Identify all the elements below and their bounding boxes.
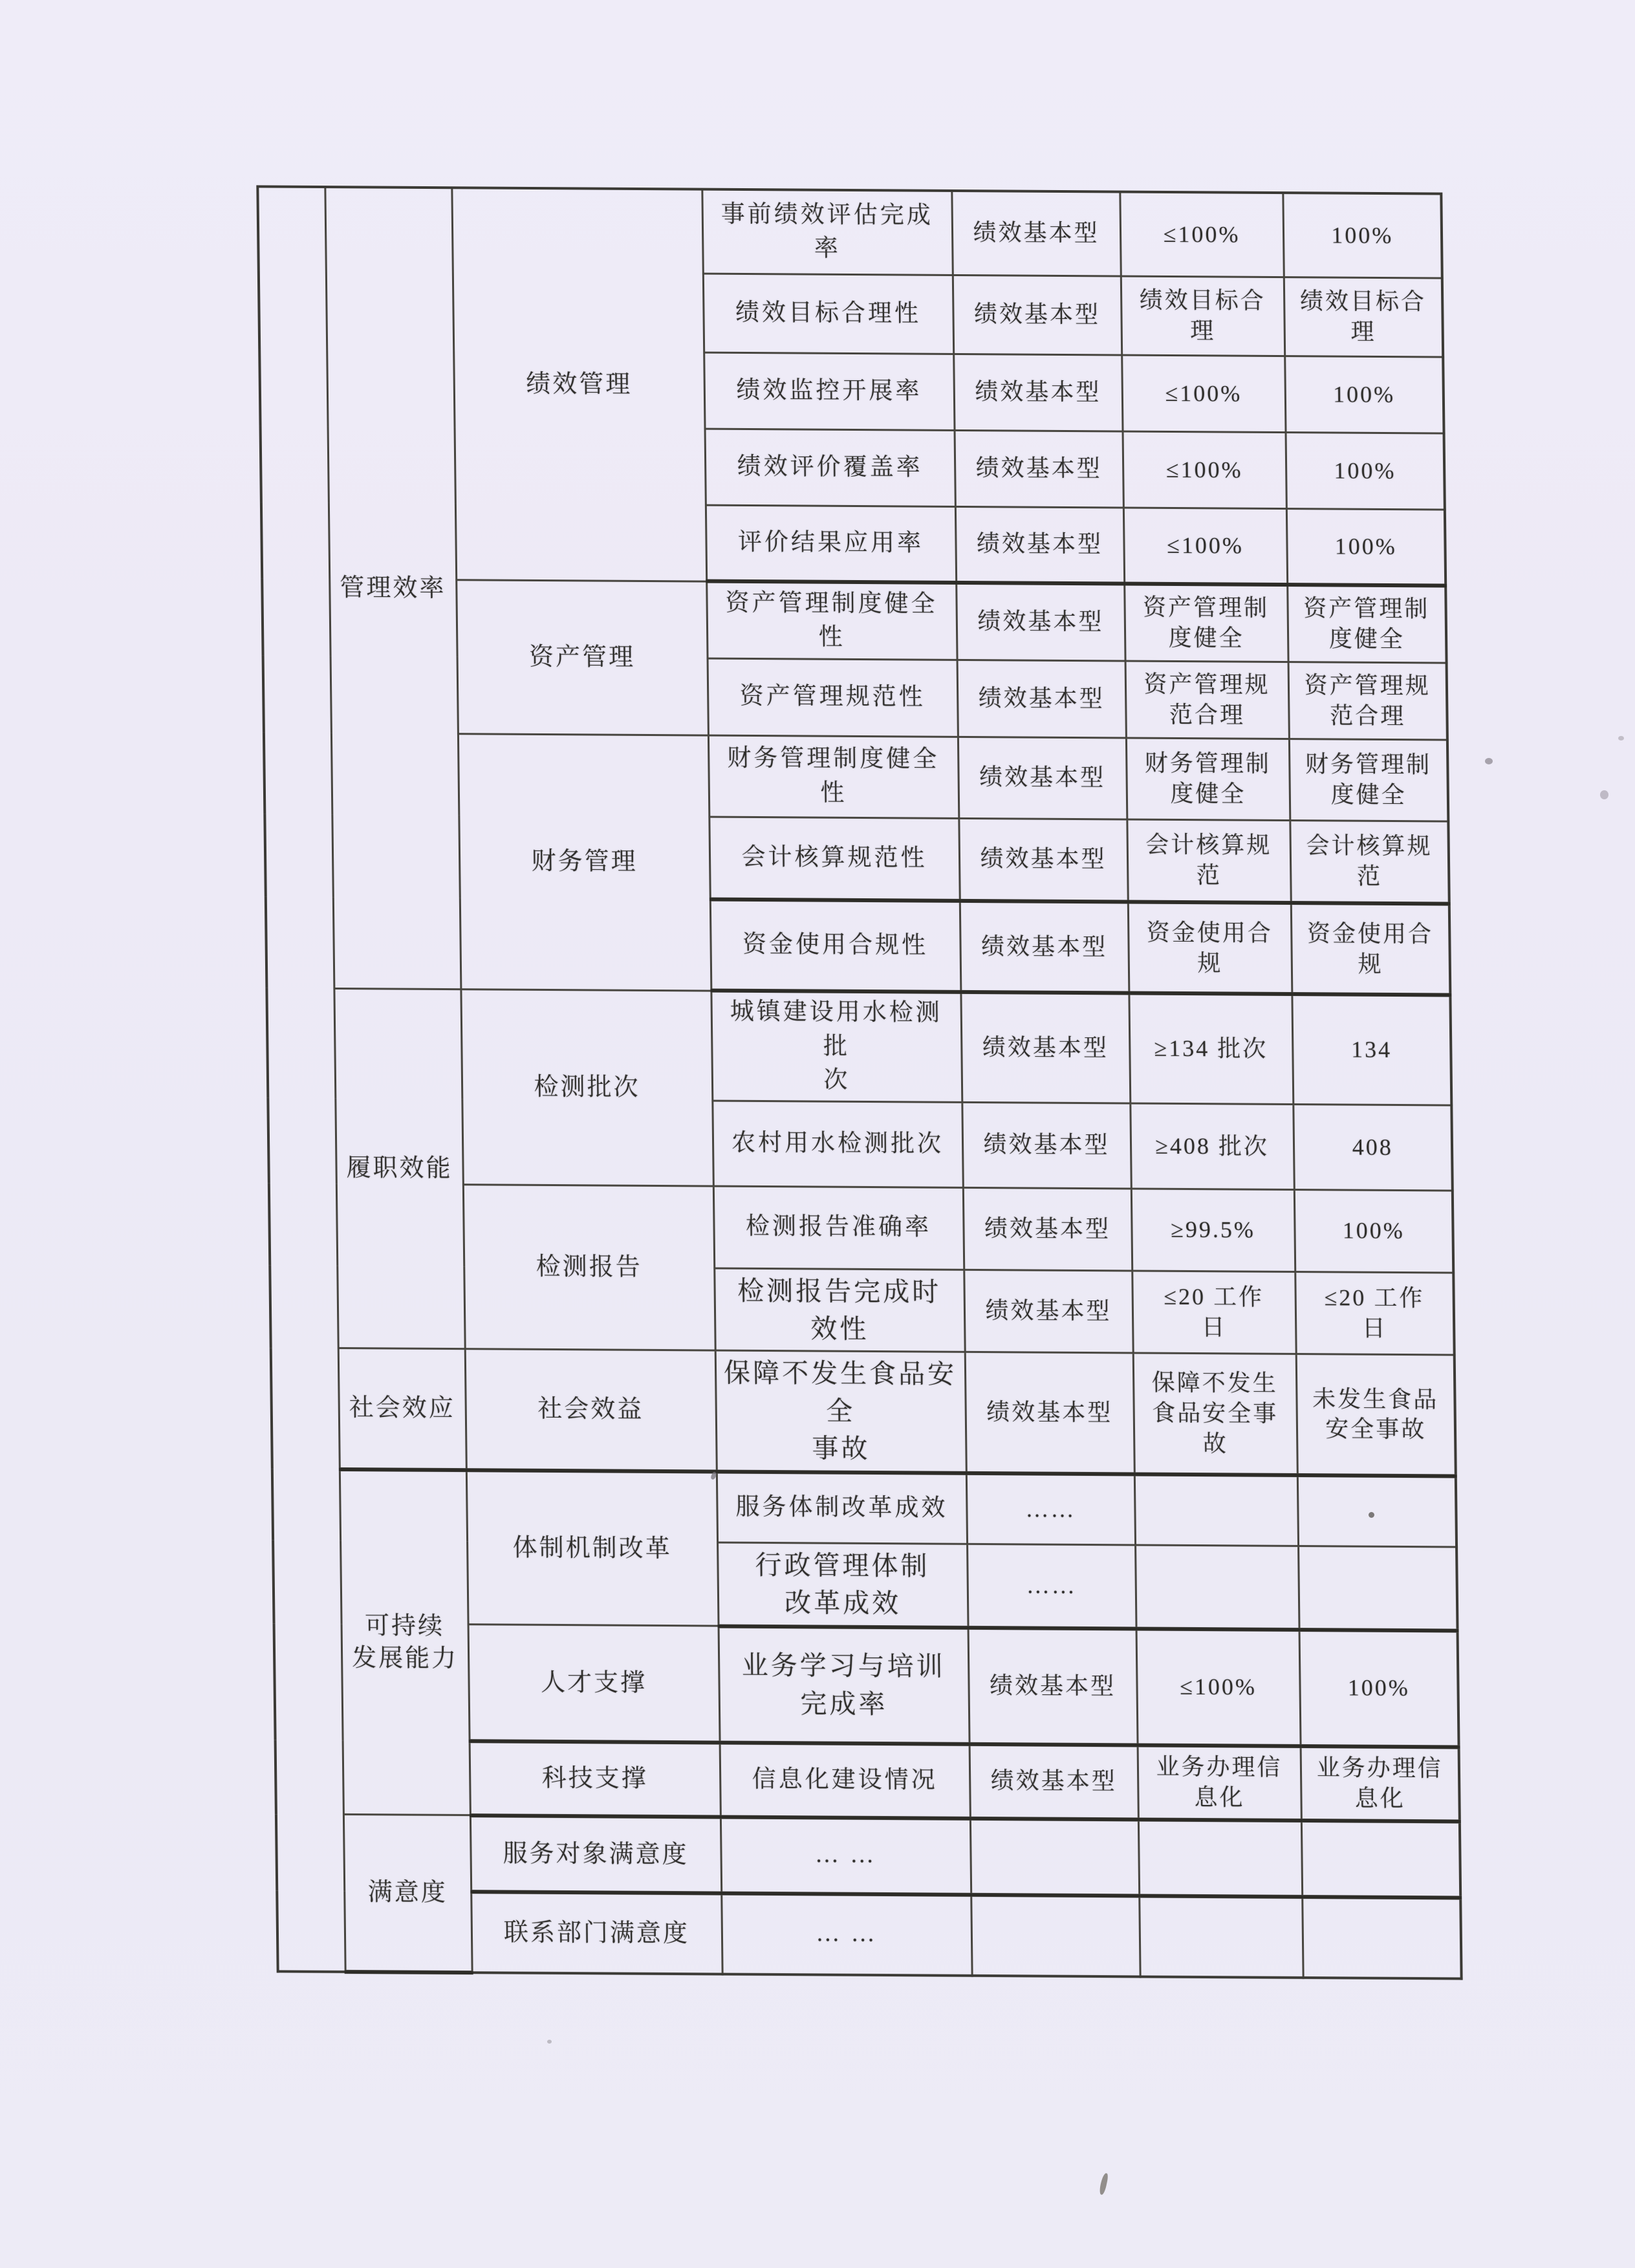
table-row bbox=[276, 1814, 1460, 1897]
actual-cell: 100% bbox=[1283, 193, 1442, 277]
target-cell: 资产管理制 度健全 bbox=[1124, 584, 1288, 662]
subcategory-cell: 服务对象满意度 bbox=[470, 1815, 721, 1893]
actual-cell bbox=[1302, 1897, 1461, 1978]
indicator-cell: 信息化建设情况 bbox=[720, 1742, 970, 1818]
actual-cell: 408 bbox=[1293, 1104, 1452, 1190]
actual-cell: 100% bbox=[1294, 1189, 1453, 1272]
category-cell: 社会效应 bbox=[338, 1348, 466, 1470]
type-cell: 绩效基本型 bbox=[962, 1102, 1131, 1189]
target-cell: ≤100% bbox=[1136, 1628, 1301, 1746]
indicator-cell: 资金使用合规性 bbox=[710, 900, 961, 992]
subcategory-cell: 联系部门满意度 bbox=[471, 1892, 722, 1974]
actual-cell: 100% bbox=[1299, 1630, 1459, 1747]
subcategory-cell: 人才支撑 bbox=[468, 1625, 720, 1742]
type-cell: 绩效基本型 bbox=[956, 583, 1125, 661]
target-cell: ≤20 工作 日 bbox=[1132, 1271, 1295, 1354]
target-cell: ≥99.5% bbox=[1131, 1189, 1295, 1272]
type-cell: 绩效基本型 bbox=[969, 1744, 1138, 1820]
target-cell: ≤100% bbox=[1120, 192, 1283, 277]
target-cell bbox=[1139, 1895, 1303, 1978]
target-cell: 资产管理规 范合理 bbox=[1125, 661, 1289, 739]
indicator-cell: 财务管理制度健全性 bbox=[708, 735, 958, 818]
table-row bbox=[271, 1348, 1456, 1476]
indicator-cell: 业务学习与培训 完成率 bbox=[719, 1626, 969, 1744]
actual-cell: 业务办理信 息化 bbox=[1301, 1746, 1460, 1821]
type-cell: 绩效基本型 bbox=[955, 506, 1124, 584]
type-cell: 绩效基本型 bbox=[951, 191, 1120, 276]
indicator-cell: 评价结果应用率 bbox=[706, 505, 956, 583]
table-row bbox=[266, 988, 1451, 1105]
target-cell: ≤100% bbox=[1123, 431, 1286, 509]
table-row bbox=[272, 1469, 1456, 1547]
type-cell: …… bbox=[967, 1544, 1136, 1629]
scan-speck bbox=[547, 2040, 552, 2044]
type-cell: 绩效基本型 bbox=[964, 1269, 1132, 1353]
actual-cell bbox=[1301, 1820, 1460, 1897]
type-cell: 绩效基本型 bbox=[965, 1352, 1134, 1474]
subcategory-cell: 检测报告 bbox=[463, 1184, 715, 1350]
type-cell: 绩效基本型 bbox=[968, 1628, 1138, 1745]
scan-speck bbox=[1618, 736, 1624, 740]
indicator-cell: 检测报告准确率 bbox=[713, 1186, 964, 1269]
actual-cell: 100% bbox=[1286, 508, 1446, 585]
category-cell: 管理效率 bbox=[325, 187, 460, 989]
scan-speck bbox=[1600, 790, 1608, 799]
indicator-cell: 服务体制改革成效 bbox=[717, 1471, 967, 1544]
target-cell bbox=[1134, 1474, 1298, 1546]
subcategory-cell: 绩效管理 bbox=[451, 188, 706, 581]
target-cell: ≤100% bbox=[1121, 355, 1285, 433]
target-cell: ≥134 批次 bbox=[1129, 993, 1293, 1105]
actual-cell: 资产管理制 度健全 bbox=[1287, 585, 1446, 662]
type-cell: 绩效基本型 bbox=[955, 430, 1123, 508]
type-cell bbox=[971, 1895, 1140, 1977]
type-cell bbox=[970, 1819, 1139, 1896]
actual-cell: ≤20 工作 日 bbox=[1295, 1271, 1454, 1355]
performance-indicators-table bbox=[256, 185, 1462, 1980]
subcategory-cell: 资产管理 bbox=[456, 579, 708, 735]
type-cell: 绩效基本型 bbox=[960, 901, 1129, 993]
target-cell: 财务管理制 度健全 bbox=[1126, 738, 1290, 821]
scan-smudge bbox=[1099, 2172, 1109, 2195]
type-cell: 绩效基本型 bbox=[953, 354, 1122, 431]
category-cell: 履职效能 bbox=[334, 988, 464, 1349]
actual-cell: 100% bbox=[1284, 356, 1444, 433]
actual-cell: 100% bbox=[1286, 432, 1445, 509]
target-cell: 资金使用合 规 bbox=[1128, 902, 1292, 995]
actual-cell: 资产管理规 范合理 bbox=[1288, 662, 1447, 739]
indicator-cell: 事前绩效评估完成率 bbox=[702, 189, 952, 275]
scan-speck bbox=[1369, 1512, 1374, 1518]
type-cell: …… bbox=[966, 1473, 1135, 1546]
actual-cell: 未发生食品 安全事故 bbox=[1296, 1354, 1456, 1476]
target-cell: 保障不发生 食品安全事 故 bbox=[1133, 1353, 1297, 1475]
actual-cell: 财务管理制 度健全 bbox=[1289, 739, 1448, 821]
subcategory-cell: 财务管理 bbox=[458, 733, 711, 990]
actual-cell: 绩效目标合 理 bbox=[1284, 277, 1443, 356]
scan-speck bbox=[1485, 758, 1493, 764]
category-cell: 满意度 bbox=[343, 1815, 472, 1972]
type-cell: 绩效基本型 bbox=[958, 818, 1127, 902]
type-cell: 绩效基本型 bbox=[963, 1187, 1132, 1271]
target-cell bbox=[1138, 1819, 1302, 1897]
type-cell: 绩效基本型 bbox=[960, 992, 1130, 1103]
indicator-cell: 会计核算规范性 bbox=[709, 817, 959, 901]
indicator-cell: 检测报告完成时 效性 bbox=[714, 1268, 964, 1352]
category-cell: 可持续 发展能力 bbox=[340, 1469, 470, 1815]
target-cell: ≤100% bbox=[1123, 508, 1287, 585]
target-cell: ≥408 批次 bbox=[1130, 1103, 1294, 1190]
indicator-cell: 资产管理规范性 bbox=[708, 658, 958, 737]
type-cell: 绩效基本型 bbox=[953, 275, 1121, 355]
indicator-cell: 资产管理制度健全性 bbox=[706, 581, 957, 660]
indicator-cell: 城镇建设用水检测批 次 bbox=[711, 991, 962, 1102]
indicator-cell: 行政管理体制 改革成效 bbox=[717, 1542, 968, 1627]
subcategory-cell: 体制机制改革 bbox=[466, 1470, 719, 1626]
type-cell: 绩效基本型 bbox=[957, 660, 1126, 738]
indicator-cell: 绩效评价覆盖率 bbox=[705, 429, 955, 506]
subcategory-cell: 科技支撑 bbox=[470, 1741, 720, 1817]
type-cell: 绩效基本型 bbox=[958, 737, 1127, 819]
target-cell: 绩效目标合 理 bbox=[1121, 276, 1284, 356]
indicator-cell: … … bbox=[721, 1893, 971, 1975]
actual-cell: 会计核算规 范 bbox=[1290, 820, 1449, 903]
target-cell bbox=[1135, 1545, 1299, 1629]
actual-cell: 134 bbox=[1292, 994, 1451, 1105]
indicator-cell: … … bbox=[720, 1817, 971, 1894]
subcategory-cell: 社会效益 bbox=[465, 1349, 717, 1472]
actual-cell bbox=[1297, 1475, 1456, 1547]
indicator-cell: 保障不发生食品安全 事故 bbox=[715, 1350, 966, 1473]
indicator-cell: 绩效目标合理性 bbox=[703, 274, 953, 354]
indicator-cell: 绩效监控开展率 bbox=[704, 352, 954, 430]
indicator-cell: 农村用水检测批次 bbox=[712, 1101, 962, 1187]
table-row bbox=[257, 186, 1442, 277]
subcategory-cell: 检测批次 bbox=[460, 989, 713, 1185]
actual-cell bbox=[1298, 1546, 1457, 1630]
target-cell: 会计核算规 范 bbox=[1127, 819, 1290, 903]
actual-cell: 资金使用合 规 bbox=[1291, 903, 1451, 995]
target-cell: 业务办理信 息化 bbox=[1138, 1745, 1301, 1820]
